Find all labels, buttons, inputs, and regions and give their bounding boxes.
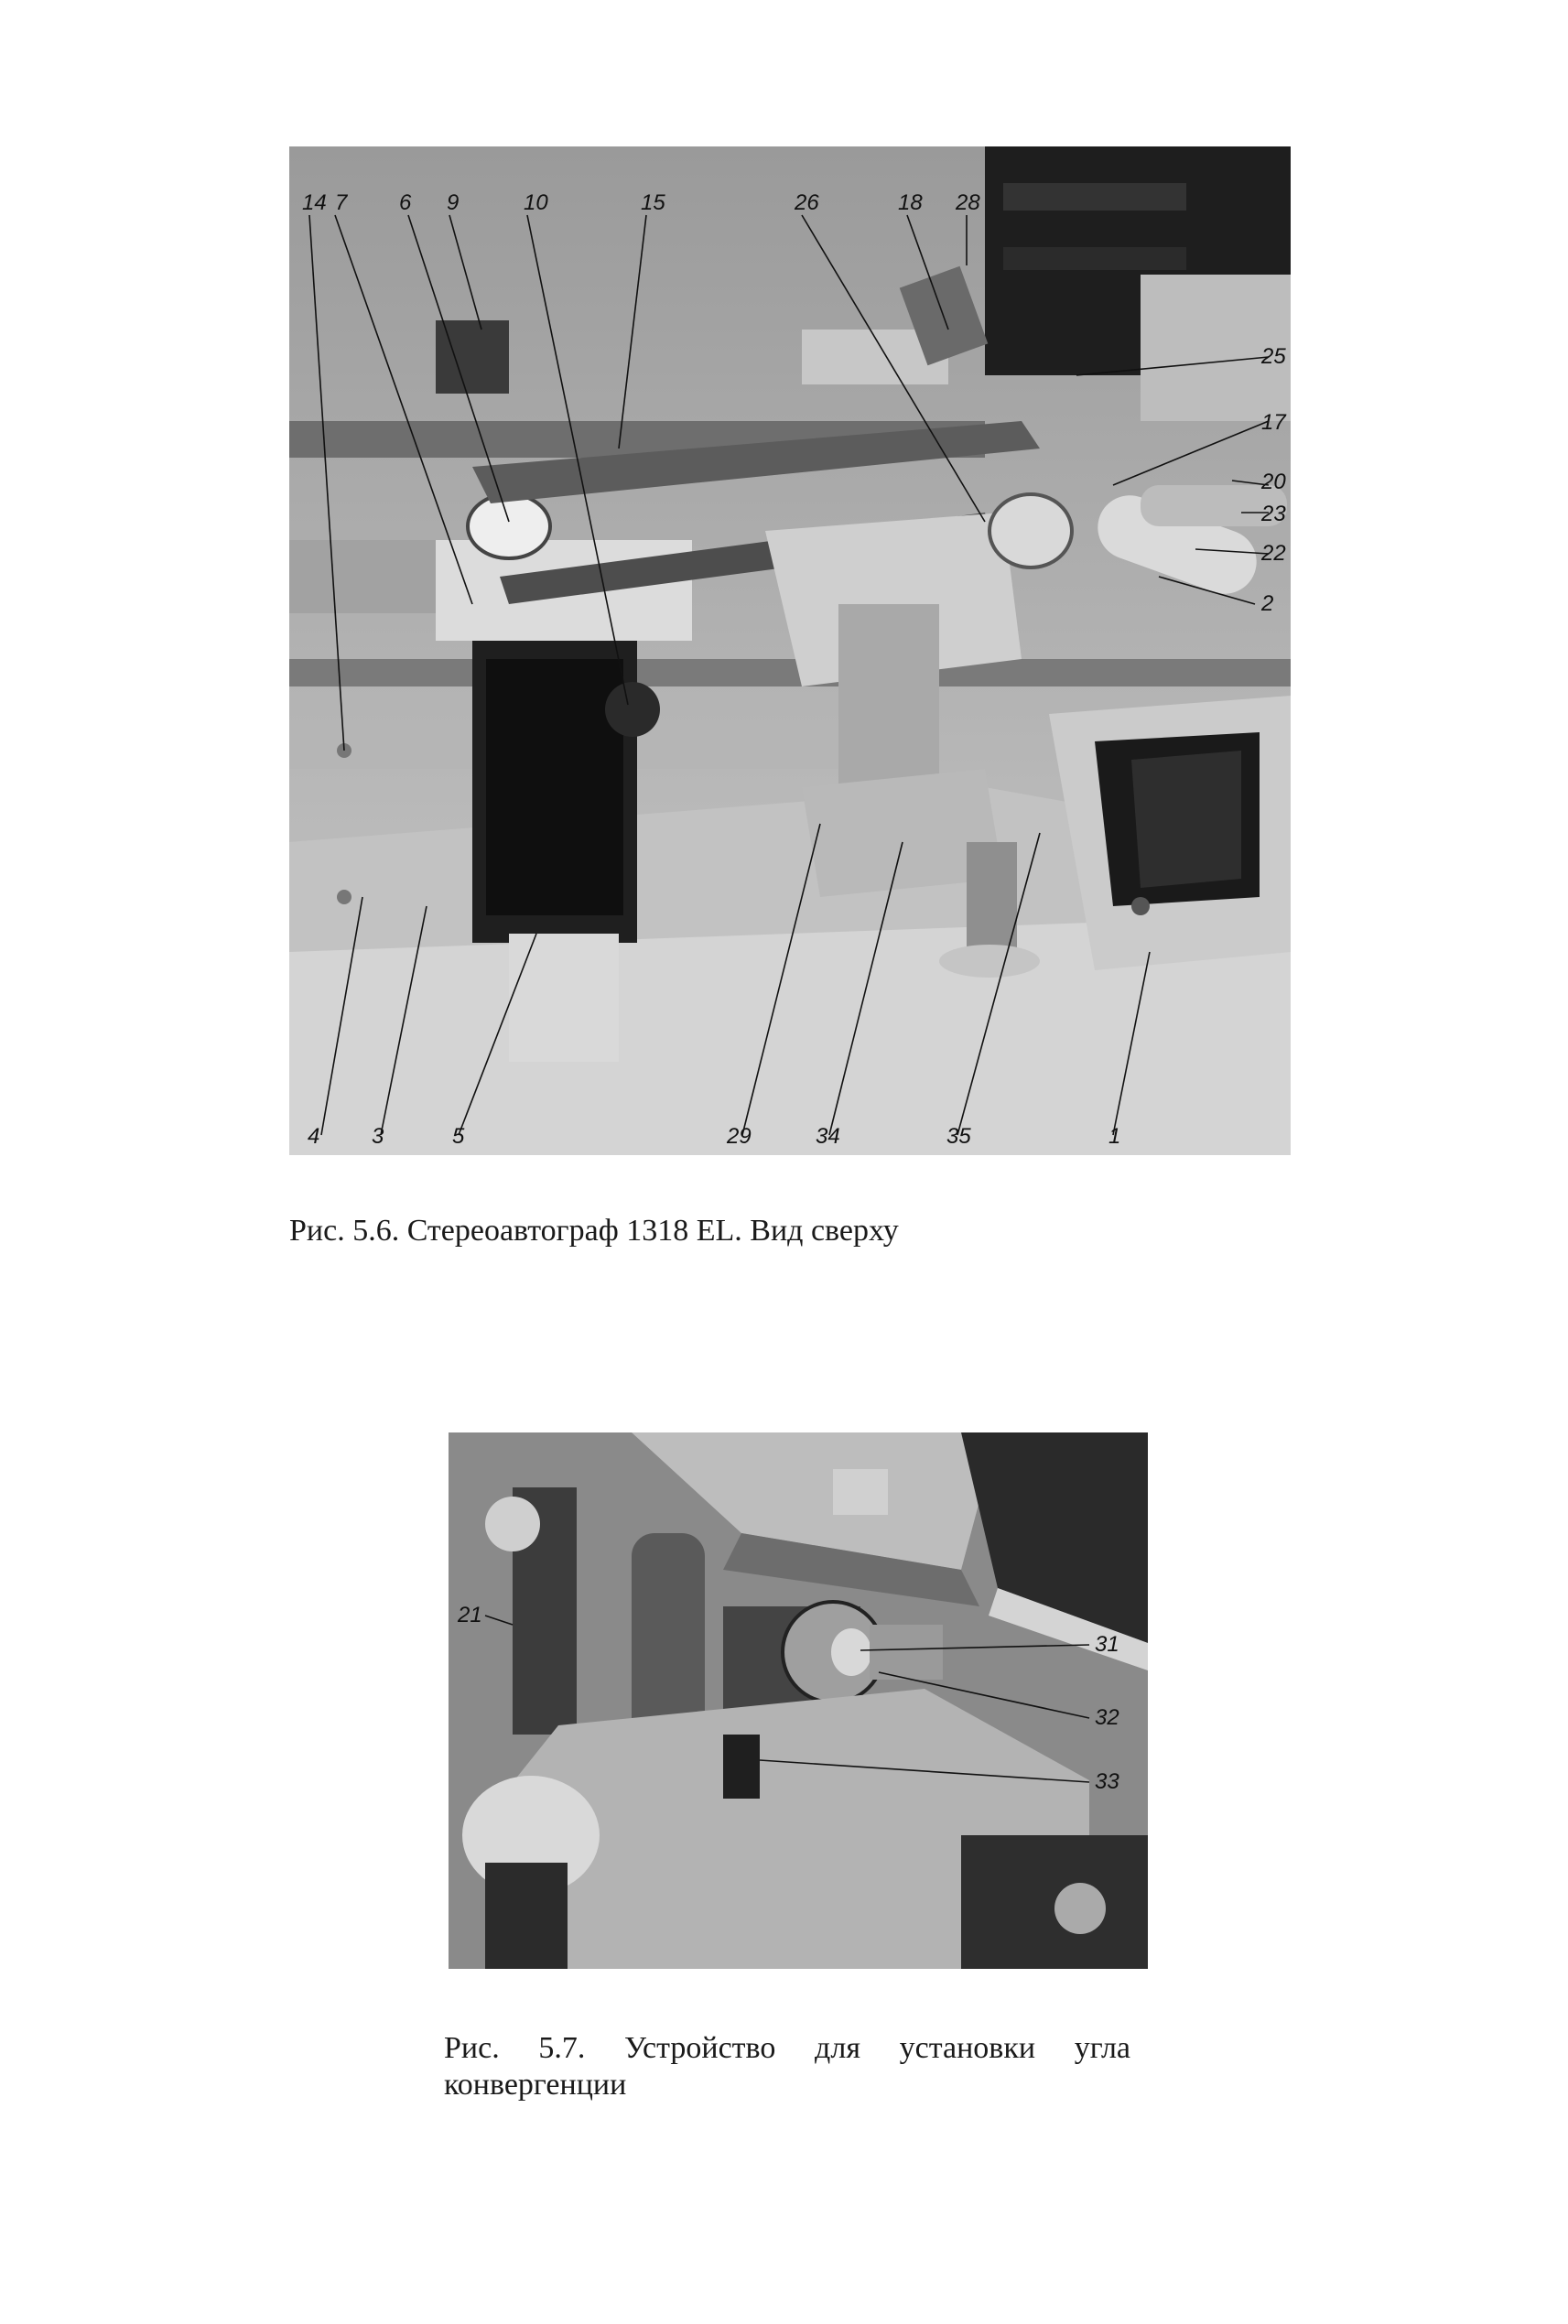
callout-label: 28 <box>956 190 980 215</box>
callout-label: 26 <box>795 190 819 215</box>
callout-label: 2 <box>1261 591 1274 616</box>
callout-label: 31 <box>1095 1632 1119 1657</box>
callout-label: 33 <box>1095 1769 1119 1794</box>
callout-label: 18 <box>898 190 923 215</box>
callout-label: 21 <box>458 1603 482 1627</box>
callout-label: 9 <box>447 190 460 215</box>
figure-5-7-caption <box>444 2030 1130 2103</box>
callout-label: 6 <box>399 190 412 215</box>
caption-line-1 <box>444 2030 1130 2067</box>
callout-label: 4 <box>308 1124 320 1149</box>
caption-word: 5.7. <box>538 2031 586 2065</box>
caption-word: угла <box>1074 2031 1130 2065</box>
callout-label: 32 <box>1095 1705 1119 1730</box>
caption-word: Устройство <box>624 2031 776 2065</box>
caption-word: установки <box>899 2031 1036 2065</box>
convergence-angle-device-photo <box>449 1432 1148 1969</box>
callout-label: 5 <box>452 1124 465 1149</box>
caption-word: для <box>815 2031 860 2065</box>
figure-5-7-photo <box>449 1432 1148 1969</box>
caption-line-2: конвергенции <box>444 2068 627 2102</box>
stereoautograph-top-view-photo <box>289 146 1291 1155</box>
callout-label: 29 <box>727 1124 752 1149</box>
callout-label: 35 <box>946 1124 971 1149</box>
callout-label: 23 <box>1261 502 1286 526</box>
callout-label: 3 <box>372 1124 384 1149</box>
callout-label: 20 <box>1261 470 1286 494</box>
callout-label: 1 <box>1108 1124 1121 1149</box>
callout-label: 34 <box>816 1124 840 1149</box>
caption-word: Рис. <box>444 2031 500 2065</box>
figure-5-6-caption: Рис. 5.6. Стереоавтограф 1318 EL. Вид сверху <box>289 1214 899 1248</box>
callout-label: 22 <box>1261 541 1286 566</box>
callout-label: 7 <box>335 190 348 215</box>
callout-label: 17 <box>1261 410 1286 435</box>
callout-label: 14 <box>302 190 327 215</box>
figure-5-6-photo <box>289 146 1291 1155</box>
callout-label: 15 <box>641 190 665 215</box>
callout-label: 25 <box>1261 344 1286 369</box>
callout-label: 10 <box>524 190 548 215</box>
